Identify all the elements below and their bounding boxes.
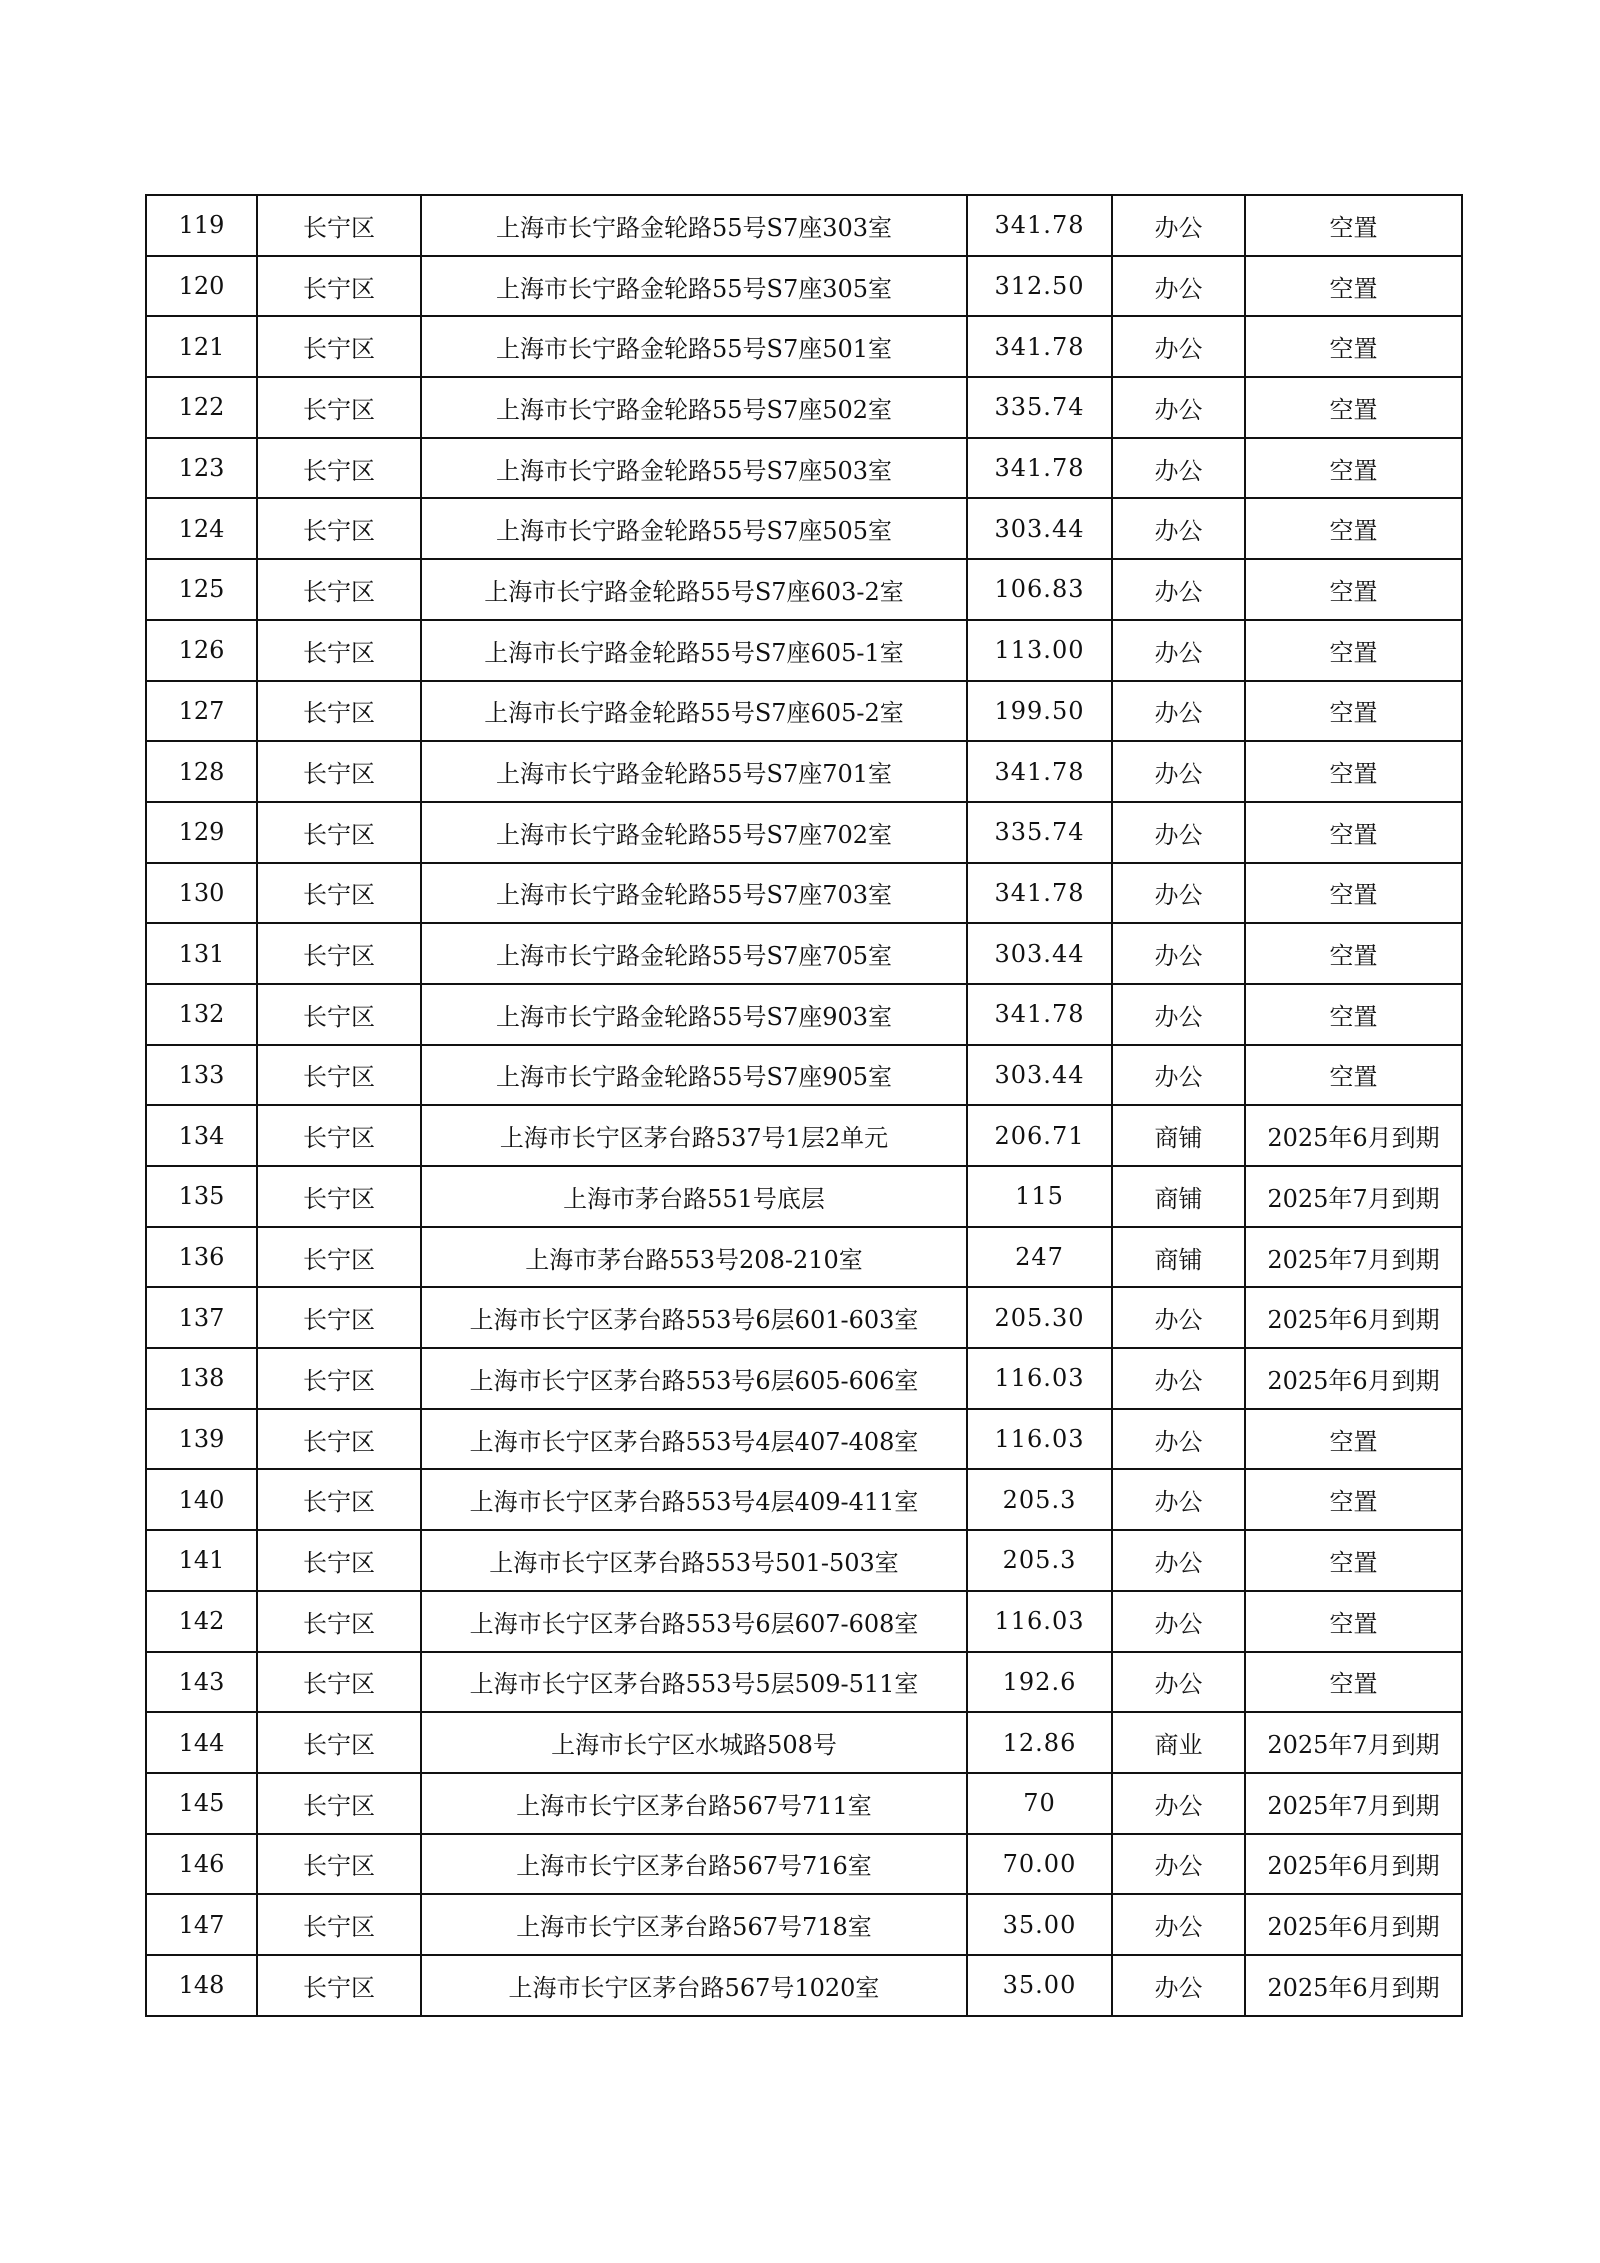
address-cell: 上海市长宁路金轮路55号S7座605-1室	[421, 620, 967, 681]
usage-type-cell: 办公	[1112, 681, 1245, 742]
usage-type-cell: 办公	[1112, 1834, 1245, 1895]
area-cell: 205.3	[967, 1469, 1112, 1530]
row-number-cell: 125	[146, 559, 257, 620]
address-cell: 上海市长宁路金轮路55号S7座501室	[421, 316, 967, 377]
table-row	[146, 498, 1462, 559]
status-cell: 空置	[1245, 741, 1462, 802]
status-cell: 空置	[1245, 377, 1462, 438]
area-cell: 205.30	[967, 1287, 1112, 1348]
address-cell: 上海市长宁路金轮路55号S7座305室	[421, 256, 967, 317]
status-cell: 空置	[1245, 1409, 1462, 1470]
table-row	[146, 984, 1462, 1045]
status-cell: 2025年6月到期	[1245, 1894, 1462, 1955]
table-row	[146, 620, 1462, 681]
row-number-cell: 139	[146, 1409, 257, 1470]
area-cell: 116.03	[967, 1348, 1112, 1409]
address-cell: 上海市长宁路金轮路55号S7座603-2室	[421, 559, 967, 620]
table-row	[146, 195, 1462, 256]
district-cell: 长宁区	[257, 1348, 421, 1409]
row-number-cell: 126	[146, 620, 257, 681]
row-number-cell: 141	[146, 1530, 257, 1591]
status-cell: 空置	[1245, 923, 1462, 984]
area-cell: 312.50	[967, 256, 1112, 317]
usage-type-cell: 办公	[1112, 1894, 1245, 1955]
table-row	[146, 1287, 1462, 1348]
row-number-cell: 122	[146, 377, 257, 438]
row-number-cell: 130	[146, 863, 257, 924]
table-row	[146, 863, 1462, 924]
area-cell: 303.44	[967, 1045, 1112, 1106]
table-row	[146, 923, 1462, 984]
area-cell: 113.00	[967, 620, 1112, 681]
table-row	[146, 1955, 1462, 2016]
address-cell: 上海市长宁路金轮路55号S7座605-2室	[421, 681, 967, 742]
district-cell: 长宁区	[257, 1469, 421, 1530]
table-row	[146, 1227, 1462, 1288]
row-number-cell: 119	[146, 195, 257, 256]
status-cell: 空置	[1245, 1469, 1462, 1530]
address-cell: 上海市长宁区茅台路537号1层2单元	[421, 1105, 967, 1166]
usage-type-cell: 商铺	[1112, 1105, 1245, 1166]
usage-type-cell: 商铺	[1112, 1227, 1245, 1288]
address-cell: 上海市长宁区茅台路567号716室	[421, 1834, 967, 1895]
row-number-cell: 133	[146, 1045, 257, 1106]
area-cell: 335.74	[967, 802, 1112, 863]
row-number-cell: 134	[146, 1105, 257, 1166]
table-row	[146, 1773, 1462, 1834]
table-row	[146, 1712, 1462, 1773]
status-cell: 2025年7月到期	[1245, 1773, 1462, 1834]
district-cell: 长宁区	[257, 1834, 421, 1895]
address-cell: 上海市长宁区水城路508号	[421, 1712, 967, 1773]
row-number-cell: 131	[146, 923, 257, 984]
table-row	[146, 1469, 1462, 1530]
row-number-cell: 124	[146, 498, 257, 559]
usage-type-cell: 办公	[1112, 923, 1245, 984]
address-cell: 上海市茅台路551号底层	[421, 1166, 967, 1227]
usage-type-cell: 办公	[1112, 498, 1245, 559]
table-row	[146, 1045, 1462, 1106]
usage-type-cell: 办公	[1112, 863, 1245, 924]
district-cell: 长宁区	[257, 802, 421, 863]
table-row	[146, 1591, 1462, 1652]
area-cell: 116.03	[967, 1409, 1112, 1470]
status-cell: 空置	[1245, 498, 1462, 559]
status-cell: 空置	[1245, 1530, 1462, 1591]
district-cell: 长宁区	[257, 1894, 421, 1955]
address-cell: 上海市长宁区茅台路553号4层407-408室	[421, 1409, 967, 1470]
district-cell: 长宁区	[257, 1773, 421, 1834]
address-cell: 上海市长宁区茅台路567号718室	[421, 1894, 967, 1955]
area-cell: 303.44	[967, 923, 1112, 984]
usage-type-cell: 办公	[1112, 1409, 1245, 1470]
table-row	[146, 1652, 1462, 1713]
usage-type-cell: 办公	[1112, 1652, 1245, 1713]
status-cell: 空置	[1245, 681, 1462, 742]
status-cell: 空置	[1245, 559, 1462, 620]
address-cell: 上海市长宁路金轮路55号S7座703室	[421, 863, 967, 924]
district-cell: 长宁区	[257, 316, 421, 377]
row-number-cell: 132	[146, 984, 257, 1045]
area-cell: 116.03	[967, 1591, 1112, 1652]
usage-type-cell: 商业	[1112, 1712, 1245, 1773]
area-cell: 206.71	[967, 1105, 1112, 1166]
status-cell: 空置	[1245, 195, 1462, 256]
status-cell: 空置	[1245, 1591, 1462, 1652]
usage-type-cell: 办公	[1112, 1530, 1245, 1591]
district-cell: 长宁区	[257, 438, 421, 499]
property-listing-table	[145, 194, 1463, 2017]
status-cell: 空置	[1245, 620, 1462, 681]
district-cell: 长宁区	[257, 1166, 421, 1227]
usage-type-cell: 办公	[1112, 1955, 1245, 2016]
address-cell: 上海市长宁区茅台路553号4层409-411室	[421, 1469, 967, 1530]
area-cell: 106.83	[967, 559, 1112, 620]
table-row	[146, 438, 1462, 499]
usage-type-cell: 办公	[1112, 741, 1245, 802]
usage-type-cell: 商铺	[1112, 1166, 1245, 1227]
table-row	[146, 559, 1462, 620]
area-cell: 70	[967, 1773, 1112, 1834]
status-cell: 2025年6月到期	[1245, 1348, 1462, 1409]
status-cell: 2025年7月到期	[1245, 1166, 1462, 1227]
status-cell: 空置	[1245, 984, 1462, 1045]
table-body	[146, 195, 1462, 2016]
row-number-cell: 146	[146, 1834, 257, 1895]
district-cell: 长宁区	[257, 1045, 421, 1106]
district-cell: 长宁区	[257, 1530, 421, 1591]
address-cell: 上海市长宁区茅台路553号6层607-608室	[421, 1591, 967, 1652]
area-cell: 199.50	[967, 681, 1112, 742]
row-number-cell: 128	[146, 741, 257, 802]
table-row	[146, 741, 1462, 802]
address-cell: 上海市长宁区茅台路567号711室	[421, 1773, 967, 1834]
address-cell: 上海市长宁路金轮路55号S7座505室	[421, 498, 967, 559]
district-cell: 长宁区	[257, 377, 421, 438]
address-cell: 上海市长宁路金轮路55号S7座502室	[421, 377, 967, 438]
address-cell: 上海市长宁区茅台路553号5层509-511室	[421, 1652, 967, 1713]
address-cell: 上海市长宁路金轮路55号S7座303室	[421, 195, 967, 256]
district-cell: 长宁区	[257, 559, 421, 620]
district-cell: 长宁区	[257, 1227, 421, 1288]
area-cell: 341.78	[967, 438, 1112, 499]
area-cell: 341.78	[967, 863, 1112, 924]
area-cell: 192.6	[967, 1652, 1112, 1713]
status-cell: 2025年7月到期	[1245, 1712, 1462, 1773]
usage-type-cell: 办公	[1112, 620, 1245, 681]
usage-type-cell: 办公	[1112, 984, 1245, 1045]
address-cell: 上海市长宁区茅台路553号501-503室	[421, 1530, 967, 1591]
table-row	[146, 1834, 1462, 1895]
table-row	[146, 316, 1462, 377]
status-cell: 空置	[1245, 863, 1462, 924]
status-cell: 2025年6月到期	[1245, 1105, 1462, 1166]
row-number-cell: 148	[146, 1955, 257, 2016]
address-cell: 上海市长宁路金轮路55号S7座503室	[421, 438, 967, 499]
row-number-cell: 143	[146, 1652, 257, 1713]
table-row	[146, 1894, 1462, 1955]
status-cell: 2025年6月到期	[1245, 1955, 1462, 2016]
district-cell: 长宁区	[257, 498, 421, 559]
district-cell: 长宁区	[257, 1287, 421, 1348]
table-row	[146, 1348, 1462, 1409]
area-cell: 341.78	[967, 195, 1112, 256]
usage-type-cell: 办公	[1112, 1773, 1245, 1834]
address-cell: 上海市长宁路金轮路55号S7座702室	[421, 802, 967, 863]
area-cell: 335.74	[967, 377, 1112, 438]
address-cell: 上海市长宁路金轮路55号S7座701室	[421, 741, 967, 802]
area-cell: 115	[967, 1166, 1112, 1227]
usage-type-cell: 办公	[1112, 377, 1245, 438]
status-cell: 空置	[1245, 438, 1462, 499]
table-row	[146, 1105, 1462, 1166]
status-cell: 空置	[1245, 802, 1462, 863]
district-cell: 长宁区	[257, 984, 421, 1045]
row-number-cell: 121	[146, 316, 257, 377]
table-row	[146, 802, 1462, 863]
status-cell: 2025年6月到期	[1245, 1287, 1462, 1348]
row-number-cell: 144	[146, 1712, 257, 1773]
area-cell: 341.78	[967, 316, 1112, 377]
usage-type-cell: 办公	[1112, 1469, 1245, 1530]
row-number-cell: 136	[146, 1227, 257, 1288]
row-number-cell: 142	[146, 1591, 257, 1652]
district-cell: 长宁区	[257, 1409, 421, 1470]
district-cell: 长宁区	[257, 1105, 421, 1166]
area-cell: 35.00	[967, 1955, 1112, 2016]
area-cell: 35.00	[967, 1894, 1112, 1955]
area-cell: 341.78	[967, 984, 1112, 1045]
table-row	[146, 256, 1462, 317]
address-cell: 上海市长宁区茅台路553号6层601-603室	[421, 1287, 967, 1348]
area-cell: 70.00	[967, 1834, 1112, 1895]
address-cell: 上海市长宁区茅台路567号1020室	[421, 1955, 967, 2016]
row-number-cell: 147	[146, 1894, 257, 1955]
row-number-cell: 137	[146, 1287, 257, 1348]
row-number-cell: 135	[146, 1166, 257, 1227]
status-cell: 2025年7月到期	[1245, 1227, 1462, 1288]
district-cell: 长宁区	[257, 923, 421, 984]
usage-type-cell: 办公	[1112, 559, 1245, 620]
usage-type-cell: 办公	[1112, 1348, 1245, 1409]
row-number-cell: 145	[146, 1773, 257, 1834]
district-cell: 长宁区	[257, 195, 421, 256]
usage-type-cell: 办公	[1112, 1287, 1245, 1348]
status-cell: 空置	[1245, 256, 1462, 317]
table-row	[146, 1166, 1462, 1227]
district-cell: 长宁区	[257, 620, 421, 681]
district-cell: 长宁区	[257, 863, 421, 924]
table-row	[146, 1530, 1462, 1591]
row-number-cell: 123	[146, 438, 257, 499]
area-cell: 12.86	[967, 1712, 1112, 1773]
usage-type-cell: 办公	[1112, 256, 1245, 317]
status-cell: 空置	[1245, 1045, 1462, 1106]
area-cell: 205.3	[967, 1530, 1112, 1591]
district-cell: 长宁区	[257, 1652, 421, 1713]
row-number-cell: 140	[146, 1469, 257, 1530]
district-cell: 长宁区	[257, 1591, 421, 1652]
table-row	[146, 1409, 1462, 1470]
district-cell: 长宁区	[257, 1955, 421, 2016]
usage-type-cell: 办公	[1112, 1045, 1245, 1106]
area-cell: 341.78	[967, 741, 1112, 802]
row-number-cell: 129	[146, 802, 257, 863]
row-number-cell: 138	[146, 1348, 257, 1409]
usage-type-cell: 办公	[1112, 316, 1245, 377]
address-cell: 上海市长宁路金轮路55号S7座905室	[421, 1045, 967, 1106]
district-cell: 长宁区	[257, 681, 421, 742]
address-cell: 上海市长宁路金轮路55号S7座903室	[421, 984, 967, 1045]
address-cell: 上海市茅台路553号208-210室	[421, 1227, 967, 1288]
usage-type-cell: 办公	[1112, 802, 1245, 863]
row-number-cell: 127	[146, 681, 257, 742]
address-cell: 上海市长宁区茅台路553号6层605-606室	[421, 1348, 967, 1409]
status-cell: 2025年6月到期	[1245, 1834, 1462, 1895]
usage-type-cell: 办公	[1112, 438, 1245, 499]
row-number-cell: 120	[146, 256, 257, 317]
district-cell: 长宁区	[257, 256, 421, 317]
address-cell: 上海市长宁路金轮路55号S7座705室	[421, 923, 967, 984]
area-cell: 247	[967, 1227, 1112, 1288]
table-row	[146, 377, 1462, 438]
area-cell: 303.44	[967, 498, 1112, 559]
usage-type-cell: 办公	[1112, 1591, 1245, 1652]
status-cell: 空置	[1245, 1652, 1462, 1713]
table-row	[146, 681, 1462, 742]
status-cell: 空置	[1245, 316, 1462, 377]
district-cell: 长宁区	[257, 1712, 421, 1773]
usage-type-cell: 办公	[1112, 195, 1245, 256]
district-cell: 长宁区	[257, 741, 421, 802]
